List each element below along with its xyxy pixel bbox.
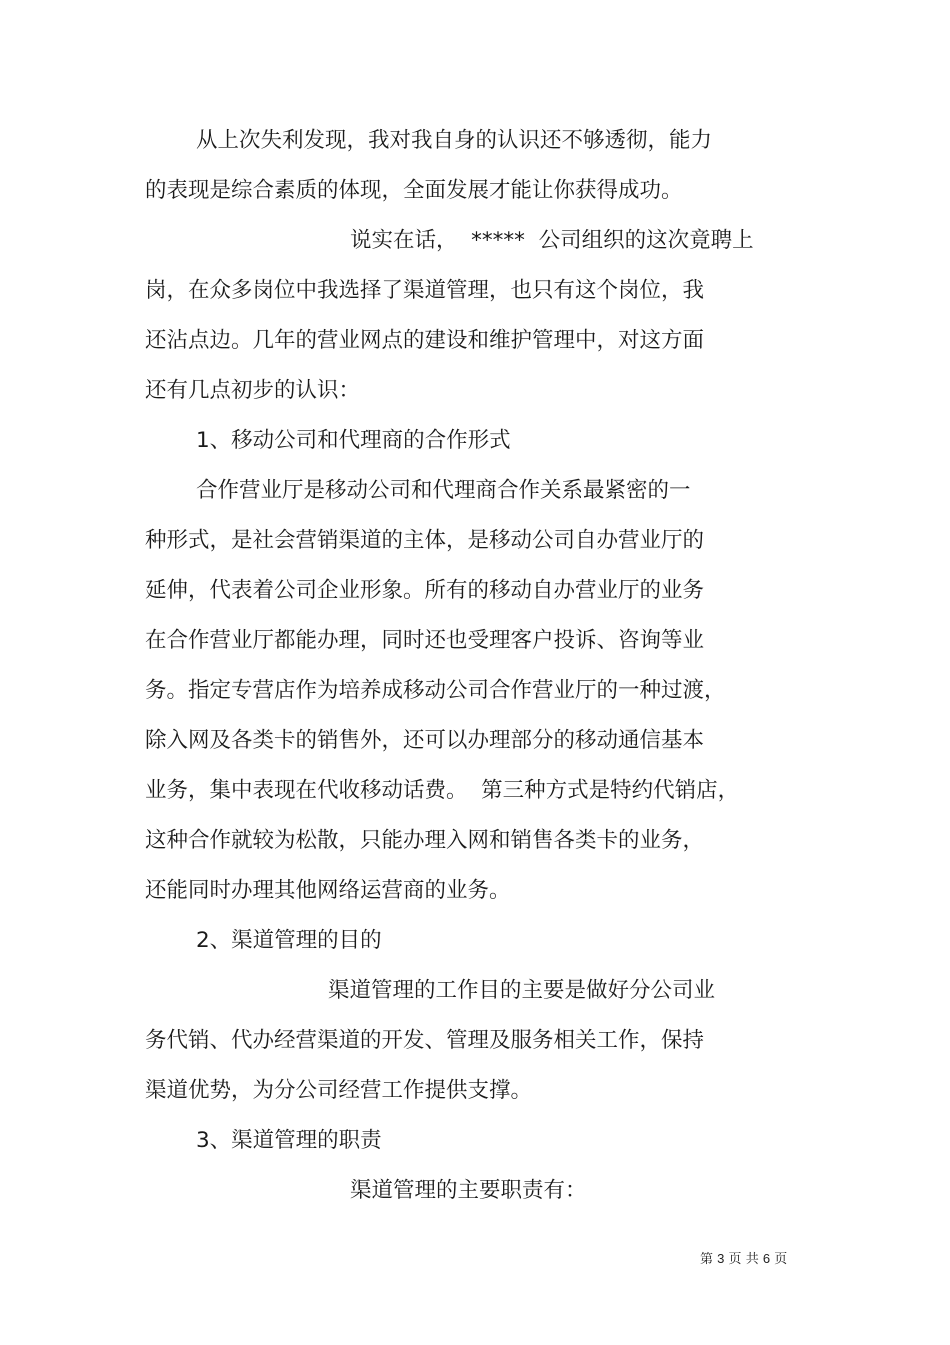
footer-total-pages: 6 [762, 1251, 771, 1266]
footer-page-number: 3 [717, 1251, 725, 1266]
footer-ye: 页 [774, 1252, 788, 1267]
paragraph-line: 的表现是综合素质的体现，全面发展才能让你获得成功。 [145, 178, 683, 203]
paragraph-line: 岗，在众多岗位中我选择了渠道管理，也只有这个岗位，我 [145, 278, 705, 303]
paragraph-line: 种形式，是社会营销渠道的主体，是移动公司自办营业厅的 [145, 528, 705, 553]
paragraph-line: 还有几点初步的认识： [145, 378, 361, 403]
paragraph-line: 务代销、代办经营渠道的开发、管理及服务相关工作，保持 [145, 1028, 705, 1053]
paragraph-line: 从上次失利发现，我对我自身的认识还不够透彻，能力 [196, 128, 713, 153]
paragraph-line: 渠道管理的工作目的主要是做好分公司业 [328, 978, 716, 1003]
paragraph-line: 业务，集中表现在代收移动话费。 第三种方式是特约代销店， [145, 778, 740, 803]
paragraph-line: 说实在话， ***** 公司组织的这次竟聘上 [350, 228, 754, 253]
paragraph-line: 还能同时办理其他网络运营商的业务。 [145, 878, 511, 903]
footer-di: 第 [700, 1252, 714, 1267]
paragraph-line: 合作营业厅是移动公司和代理商合作关系最紧密的一 [196, 478, 691, 503]
paragraph-line: 延伸，代表着公司企业形象。所有的移动自办营业厅的业务 [145, 578, 705, 603]
paragraph-line: 这种合作就较为松散，只能办理入网和销售各类卡的业务， [145, 828, 705, 853]
paragraph-line: 还沾点边。几年的营业网点的建设和维护管理中，对这方面 [145, 328, 705, 353]
paragraph-line: 渠道优势，为分公司经营工作提供支撑。 [145, 1078, 533, 1103]
footer-gong: 共 [745, 1252, 759, 1267]
footer-ye: 页 [728, 1252, 742, 1267]
paragraph-line: 渠道管理的主要职责有： [350, 1178, 587, 1203]
section-heading: 3、渠道管理的职责 [196, 1128, 382, 1153]
section-heading: 1、移动公司和代理商的合作形式 [196, 428, 511, 453]
paragraph-line: 在合作营业厅都能办理，同时还也受理客户投诉、咨询等业 [145, 628, 705, 653]
section-heading: 2、渠道管理的目的 [196, 928, 382, 953]
paragraph-line: 务。指定专营店作为培养成移动公司合作营业厅的一种过渡， [145, 678, 726, 703]
paragraph-line: 除入网及各类卡的销售外，还可以办理部分的移动通信基本 [145, 728, 705, 753]
page-footer [700, 1250, 787, 1269]
